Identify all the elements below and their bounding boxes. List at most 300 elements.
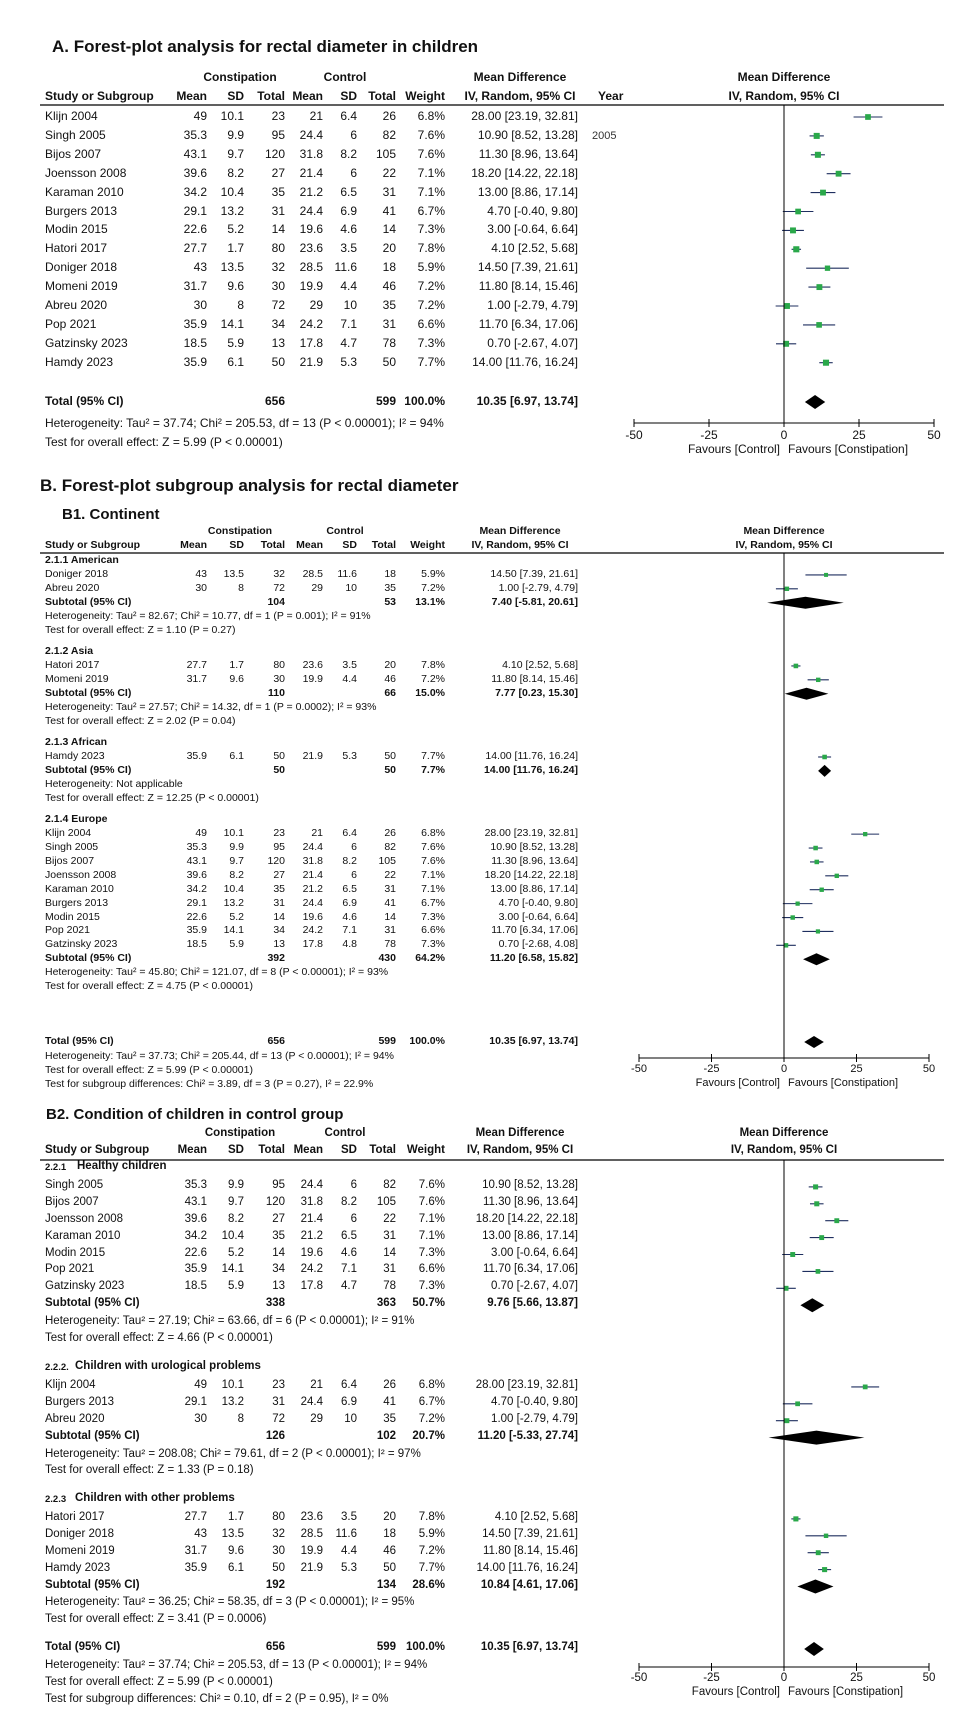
subgroup-code: 2.2.1 [45, 1162, 67, 1173]
summary-diamond [804, 1036, 824, 1048]
weight: 100.0% [405, 1641, 445, 1653]
sd-constipation: 6.1 [229, 749, 244, 762]
total-control: 46 [382, 279, 396, 294]
mean-difference-ci: 14.50 [7.39, 21.61] [482, 1527, 578, 1540]
mean-constipation: 35.9 [186, 749, 207, 762]
mean-constipation: 35.3 [183, 127, 207, 142]
sd-constipation: 9.7 [228, 1195, 244, 1208]
study-name: Burgers 2013 [45, 203, 118, 218]
mean-difference-ci: 14.50 [7.39, 21.61] [477, 260, 578, 275]
mean-constipation: 49 [193, 109, 207, 123]
sd-control: 10 [344, 1412, 357, 1425]
heterogeneity-text: Heterogeneity: Tau² = 37.74; Chi² = 205.53, df = 13 (P < 0.00001); I² = 94% [45, 1659, 428, 1671]
study-name: Singh 2005 [45, 841, 99, 854]
mean-difference-ci: 7.40 [-5.81, 20.61] [491, 595, 578, 608]
mean-header: Mean [180, 539, 207, 551]
total-control: 35 [382, 298, 396, 312]
stray-year-label: 2005 [592, 130, 617, 142]
weight: 100.0% [409, 1035, 445, 1047]
total-constipation: 34 [271, 316, 285, 331]
summary-diamond [800, 1298, 824, 1312]
mean-difference-ci: 0.70 [-2.68, 4.08] [498, 938, 578, 951]
heterogeneity-text: Heterogeneity: Tau² = 37.74; Chi² = 205.53, df = 13 (P < 0.00001); I² = 94% [45, 416, 444, 430]
weight: 7.1% [417, 165, 445, 180]
mean-constipation: 43 [194, 1527, 207, 1540]
study-point [795, 1401, 800, 1406]
study-point [822, 755, 827, 760]
mean-difference-ci: 1.00 [-2.79, 4.79] [487, 298, 578, 312]
study-point [813, 1184, 818, 1189]
weight: 5.9% [418, 1527, 445, 1540]
weight: 7.2% [421, 581, 445, 594]
total-constipation: 104 [267, 595, 285, 608]
mean-difference-ci: 14.00 [11.76, 16.24] [472, 354, 578, 369]
weight: 7.8% [421, 658, 445, 671]
weight: 6.6% [417, 316, 445, 331]
weight: 7.3% [417, 222, 445, 237]
study-point [824, 1534, 828, 1538]
weight: 50.7% [412, 1297, 445, 1310]
mean-difference-ci: 9.76 [5.66, 13.87] [487, 1297, 578, 1310]
overall-effect-text: Test for overall effect: Z = 5.99 (P < 0.00001) [45, 435, 283, 449]
study-name: Momeni 2019 [45, 279, 118, 294]
total-control: 18 [384, 567, 396, 580]
sd-control: 3.5 [341, 1510, 357, 1523]
study-point [784, 1418, 789, 1423]
sd-control: 5.3 [341, 1561, 357, 1574]
weight: 7.6% [418, 1178, 445, 1191]
mean-difference-ci: 10.90 [8.52, 13.28] [490, 841, 578, 854]
mean-control: 21.4 [299, 165, 323, 180]
favours-control-label: Favours [Control] [691, 1686, 780, 1698]
favours-constipation-label: Favours [Constipation] [788, 442, 909, 456]
weight: 7.6% [418, 1195, 445, 1208]
sd-header: SD [342, 539, 357, 551]
mean-constipation: 49 [195, 827, 207, 840]
sd-control: 7.1 [341, 1263, 357, 1276]
study-name: Momeni 2019 [45, 1544, 115, 1557]
mean-difference-ci: 10.35 [6.97, 13.74] [480, 1641, 578, 1653]
md-plot-header: Mean Difference [739, 1127, 829, 1139]
total-header: Total [368, 89, 396, 103]
mean-control: 24.2 [300, 1263, 323, 1276]
summary-label: Subtotal (95% CI) [45, 763, 132, 776]
sd-constipation: 13.5 [223, 567, 244, 580]
weight: 7.8% [418, 1510, 445, 1523]
weight: 7.2% [421, 672, 445, 685]
weight: 6.6% [421, 924, 445, 937]
mean-constipation: 39.6 [186, 868, 207, 881]
total-control: 14 [384, 910, 396, 923]
total-control: 31 [382, 184, 396, 199]
mean-header: Mean [292, 89, 323, 103]
sd-control: 5.3 [342, 749, 357, 762]
study-point [793, 1516, 798, 1521]
total-control: 31 [384, 882, 396, 895]
mean-difference-ci: 11.30 [8.96, 13.64] [491, 854, 578, 867]
study-point [784, 303, 790, 309]
total-control: 599 [378, 1035, 396, 1047]
total-control: 20 [383, 1510, 396, 1523]
sd-constipation: 6.1 [227, 354, 244, 369]
mean-control: 28.5 [302, 567, 323, 580]
overall-effect-text: Test for overall effect: Z = 4.75 (P < 0.00001) [45, 980, 253, 993]
total-control: 50 [383, 1561, 396, 1574]
sd-control: 6.5 [342, 882, 357, 895]
sd-control: 6 [350, 1212, 357, 1225]
total-constipation: 95 [272, 1178, 285, 1191]
mean-difference-ci: 4.10 [2.52, 5.68] [502, 658, 578, 671]
md-plot-header: Mean Difference [737, 70, 831, 84]
group-header-control: Control [323, 70, 367, 84]
study-point [794, 664, 799, 669]
mean-constipation: 35.3 [186, 841, 207, 854]
total-constipation: 80 [273, 658, 285, 671]
study-point [819, 1235, 824, 1240]
total-constipation: 120 [267, 854, 285, 867]
study-name: Hamdy 2023 [45, 749, 105, 762]
mean-constipation: 27.7 [184, 1510, 207, 1523]
x-tick-label: 0 [780, 428, 788, 442]
weight: 6.8% [421, 827, 445, 840]
total-constipation: 95 [271, 127, 285, 142]
summary-label: Subtotal (95% CI) [45, 1578, 140, 1591]
heterogeneity-text: Heterogeneity: Tau² = 36.25; Chi² = 58.35, df = 3 (P < 0.00001); I² = 95% [45, 1596, 415, 1609]
study-name: Joensson 2008 [45, 868, 117, 881]
sd-control: 3.5 [340, 241, 357, 256]
mean-constipation: 35.9 [183, 354, 207, 369]
study-point [834, 1218, 839, 1223]
weight: 7.6% [421, 841, 445, 854]
study-point [816, 1550, 821, 1555]
sd-control: 4.6 [342, 910, 357, 923]
sd-constipation: 10.1 [223, 827, 244, 840]
total-control: 35 [383, 1412, 396, 1425]
mean-difference-ci: 11.80 [8.14, 15.46] [491, 672, 578, 685]
study-point [816, 678, 820, 682]
mean-constipation: 27.7 [183, 241, 207, 256]
mean-difference-ci: 0.70 [-2.67, 4.07] [491, 1280, 578, 1293]
summary-label: Subtotal (95% CI) [45, 686, 132, 699]
mean-difference-ci: 28.00 [23.19, 32.81] [484, 827, 578, 840]
mean-control: 21 [309, 109, 323, 123]
mean-difference-ci: 14.00 [11.76, 16.24] [484, 763, 578, 776]
sd-control: 4.6 [341, 1246, 357, 1259]
study-header: Study or Subgroup [45, 1144, 150, 1156]
summary-diamond [803, 953, 830, 965]
weight: 7.1% [418, 1229, 445, 1242]
study-name: Karaman 2010 [45, 184, 124, 199]
sd-control: 6 [350, 127, 357, 142]
mean-constipation: 49 [194, 1378, 207, 1391]
mean-difference-ci: 10.84 [4.61, 17.06] [480, 1578, 578, 1591]
mean-control: 21 [310, 1378, 323, 1391]
total-control: 22 [382, 165, 396, 180]
total-control: 35 [384, 581, 396, 594]
weight: 7.1% [421, 868, 445, 881]
x-tick-label: 25 [850, 1063, 863, 1075]
total-constipation: 32 [273, 567, 285, 580]
sd-control: 6.9 [340, 203, 357, 218]
mean-control: 21.2 [299, 184, 323, 199]
summary-diamond [805, 395, 825, 409]
sd-control: 6.9 [341, 1395, 357, 1408]
total-constipation: 14 [272, 1246, 285, 1259]
sd-control: 7.1 [342, 924, 357, 937]
sd-constipation: 5.2 [227, 222, 244, 237]
sd-control: 11.6 [334, 260, 357, 275]
sd-control: 8.2 [341, 1195, 357, 1208]
weight: 7.6% [417, 146, 445, 161]
mean-constipation: 29.1 [186, 896, 207, 909]
sd-constipation: 13.5 [220, 260, 244, 275]
ci-plot-header: IV, Random, 95% CI [735, 539, 833, 551]
subgroup-code: 2.2.3 [45, 1494, 67, 1505]
total-control: 46 [384, 672, 396, 685]
total-constipation: 35 [273, 882, 285, 895]
sd-control: 6.4 [341, 1378, 357, 1391]
sd-constipation: 13.2 [221, 1395, 244, 1408]
favours-control-label: Favours [Control] [695, 1077, 780, 1089]
summary-diamond [785, 688, 829, 700]
sd-header: SD [341, 1144, 357, 1156]
study-name: Joensson 2008 [45, 1212, 124, 1225]
study-point [790, 915, 794, 919]
total-control: 599 [376, 1641, 396, 1653]
total-control: 66 [384, 686, 396, 699]
study-point [823, 360, 829, 366]
total-header: Total [371, 539, 396, 551]
total-constipation: 50 [271, 354, 285, 369]
sd-control: 6 [351, 868, 357, 881]
study-name: Pop 2021 [45, 1263, 95, 1276]
weight: 7.8% [417, 241, 445, 256]
total-control: 14 [382, 222, 396, 237]
sd-control: 4.8 [342, 938, 357, 951]
weight-header: Weight [406, 1144, 445, 1156]
mean-control: 28.5 [299, 260, 323, 275]
total-control: 134 [376, 1578, 396, 1591]
sd-constipation: 10.4 [223, 882, 244, 895]
mean-difference-ci: 11.70 [6.34, 17.06] [482, 1263, 578, 1276]
overall-effect-text: Test for overall effect: Z = 12.25 (P < 0.00001) [45, 791, 259, 804]
mean-header: Mean [293, 1144, 323, 1156]
sd-control: 6.5 [341, 1229, 357, 1242]
study-name: Doniger 2018 [45, 260, 118, 275]
study-point [863, 832, 867, 836]
mean-control: 21.2 [302, 882, 323, 895]
mean-header: Mean [176, 89, 207, 103]
mean-difference-ci: 11.80 [8.14, 15.46] [482, 1544, 578, 1557]
study-name: Abreu 2020 [45, 581, 100, 594]
subgroup-code: 2.2.2. [45, 1362, 69, 1373]
total-constipation: 31 [273, 896, 285, 909]
study-point [824, 573, 828, 577]
total-control: 82 [382, 127, 396, 142]
study-name: Gatzinsky 2023 [45, 335, 128, 350]
mean-control: 24.4 [299, 203, 323, 218]
panel-b2-title: B2. Condition of children in control group [46, 1106, 344, 1123]
sd-constipation: 1.7 [229, 658, 244, 671]
study-name: Pop 2021 [45, 924, 90, 937]
total-control: 78 [382, 335, 396, 350]
overall-effect-text: Test for overall effect: Z = 4.66 (P < 0.00001) [45, 1332, 273, 1344]
total-control: 26 [383, 1378, 396, 1391]
mean-control: 21.9 [302, 749, 323, 762]
sd-constipation: 8.2 [229, 868, 244, 881]
overall-effect-text: Test for overall effect: Z = 3.41 (P = 0.0006) [45, 1613, 267, 1626]
sd-control: 6.9 [342, 896, 357, 909]
ci-header: IV, Random, 95% CI [464, 89, 576, 103]
total-control: 46 [383, 1544, 396, 1557]
weight: 6.7% [421, 896, 445, 909]
group-header-constipation: Constipation [203, 70, 277, 84]
total-control: 18 [383, 1527, 396, 1540]
study-name: Hamdy 2023 [45, 354, 114, 369]
x-tick-label: -25 [703, 1063, 720, 1075]
mean-control: 21.9 [299, 354, 323, 369]
sd-constipation: 8 [237, 1412, 244, 1425]
heterogeneity-text: Heterogeneity: Tau² = 27.19; Chi² = 63.66, df = 6 (P < 0.00001); I² = 91% [45, 1315, 415, 1328]
sd-constipation: 14.1 [220, 316, 244, 331]
total-constipation: 50 [273, 749, 285, 762]
sd-header: SD [340, 89, 357, 103]
mean-constipation: 18.5 [184, 1280, 207, 1293]
total-constipation: 35 [271, 184, 285, 199]
study-point [820, 190, 826, 196]
total-constipation: 14 [273, 910, 285, 923]
group-header-constipation: Constipation [207, 525, 273, 537]
study-name: Modin 2015 [45, 910, 100, 923]
sd-constipation: 1.7 [228, 1510, 244, 1523]
mean-control: 31.8 [299, 146, 323, 161]
mean-difference-ci: 11.30 [8.96, 13.64] [482, 1195, 578, 1208]
study-point [790, 1252, 795, 1257]
mean-difference-ci: 18.20 [14.22, 22.18] [484, 868, 578, 881]
study-point [796, 902, 800, 906]
mean-control: 29 [311, 581, 323, 594]
x-tick-label: 50 [922, 1063, 936, 1075]
study-point [815, 860, 820, 865]
weight: 20.7% [412, 1429, 445, 1442]
mean-difference-ci: 10.90 [8.52, 13.28] [477, 127, 578, 142]
sd-constipation: 5.9 [228, 1280, 244, 1293]
study-name: Singh 2005 [45, 1178, 104, 1191]
sd-control: 4.6 [340, 222, 357, 237]
mean-difference-ci: 13.00 [8.86, 17.14] [482, 1229, 578, 1242]
total-constipation: 50 [272, 1561, 285, 1574]
sd-control: 4.4 [342, 672, 357, 685]
study-point [865, 114, 871, 120]
sd-control: 4.4 [340, 279, 357, 294]
subgroup-difference-text: Test for subgroup differences: Chi² = 0.10, df = 2 (P = 0.95), I² = 0% [45, 1693, 389, 1705]
summary-diamond [767, 597, 844, 609]
subgroup-label: Healthy children [77, 1160, 167, 1172]
mean-difference-ci: 13.00 [8.86, 17.14] [477, 184, 578, 199]
mean-constipation: 43 [193, 260, 207, 275]
total-constipation: 656 [267, 1035, 285, 1047]
total-constipation: 126 [265, 1429, 285, 1442]
weight: 7.7% [417, 354, 445, 369]
total-control: 105 [376, 1195, 396, 1208]
study-header: Study or Subgroup [45, 539, 141, 551]
mean-control: 19.9 [300, 1544, 323, 1557]
mean-difference-ci: 11.20 [-5.33, 27.74] [477, 1429, 578, 1442]
sd-constipation: 13.2 [223, 896, 244, 909]
weight-header: Weight [405, 89, 445, 103]
weight: 7.7% [421, 763, 445, 776]
total-control: 18 [382, 260, 396, 275]
ci-header: IV, Random, 95% CI [466, 1144, 574, 1156]
panel-b-title: B. Forest-plot subgroup analysis for rectal diameter [40, 476, 459, 495]
mean-constipation: 35.9 [184, 1263, 207, 1276]
total-constipation: 32 [272, 1527, 285, 1540]
total-control: 50 [384, 763, 396, 776]
study-point [822, 1567, 827, 1572]
mean-control: 29 [310, 1412, 323, 1425]
summary-label: Subtotal (95% CI) [45, 1429, 140, 1442]
mean-difference-ci: 18.20 [14.22, 22.18] [471, 165, 578, 180]
ci-plot-header: IV, Random, 95% CI [730, 1144, 838, 1156]
weight: 7.6% [421, 854, 445, 867]
mean-constipation: 43 [195, 567, 207, 580]
sd-constipation: 9.9 [227, 127, 244, 142]
sd-control: 10 [343, 298, 357, 312]
total-constipation: 13 [273, 938, 285, 951]
total-constipation: 23 [271, 109, 285, 123]
mean-constipation: 34.2 [183, 184, 207, 199]
subgroup-label: 2.1.3 African [45, 736, 108, 749]
summary-diamond [804, 1642, 824, 1656]
total-control: 105 [375, 146, 396, 161]
mean-difference-ci: 14.50 [7.39, 21.61] [490, 567, 578, 580]
ci-plot-header: IV, Random, 95% CI [728, 89, 840, 103]
sd-constipation: 8.2 [227, 165, 244, 180]
weight: 64.2% [415, 952, 445, 965]
mean-difference-ci: 1.00 [-2.79, 4.79] [491, 1412, 578, 1425]
x-tick-label: 50 [922, 1672, 936, 1684]
sd-constipation: 14.1 [223, 924, 244, 937]
study-name: Gatzinsky 2023 [45, 1280, 125, 1293]
x-tick-label: 0 [780, 1063, 788, 1075]
total-control: 41 [382, 203, 396, 218]
study-name: Singh 2005 [45, 127, 106, 142]
summary-label: Subtotal (95% CI) [45, 952, 132, 965]
mean-difference-ci: 1.00 [-2.79, 4.79] [498, 581, 578, 594]
total-control: 41 [384, 896, 396, 909]
mean-control: 24.2 [299, 316, 323, 331]
sd-control: 8.2 [340, 146, 357, 161]
mean-constipation: 43.1 [183, 146, 207, 161]
mean-control: 19.6 [302, 910, 323, 923]
weight: 7.1% [421, 882, 445, 895]
mean-difference-ci: 4.70 [-0.40, 9.80] [498, 896, 578, 909]
study-point [813, 846, 818, 851]
study-point [816, 1269, 821, 1274]
mean-constipation: 30 [195, 581, 207, 594]
sd-control: 4.4 [341, 1544, 357, 1557]
heterogeneity-text: Heterogeneity: Tau² = 208.08; Chi² = 79.61, df = 2 (P < 0.00001); I² = 97% [45, 1447, 421, 1460]
study-name: Doniger 2018 [45, 1527, 115, 1540]
total-control: 53 [384, 595, 396, 608]
total-constipation: 656 [265, 1641, 285, 1653]
study-name: Karaman 2010 [45, 1229, 121, 1242]
total-constipation: 34 [272, 1263, 285, 1276]
sd-constipation: 6.1 [228, 1561, 244, 1574]
sd-constipation: 8 [237, 298, 244, 312]
mean-constipation: 35.9 [183, 316, 207, 331]
total-constipation: 13 [272, 1280, 285, 1293]
